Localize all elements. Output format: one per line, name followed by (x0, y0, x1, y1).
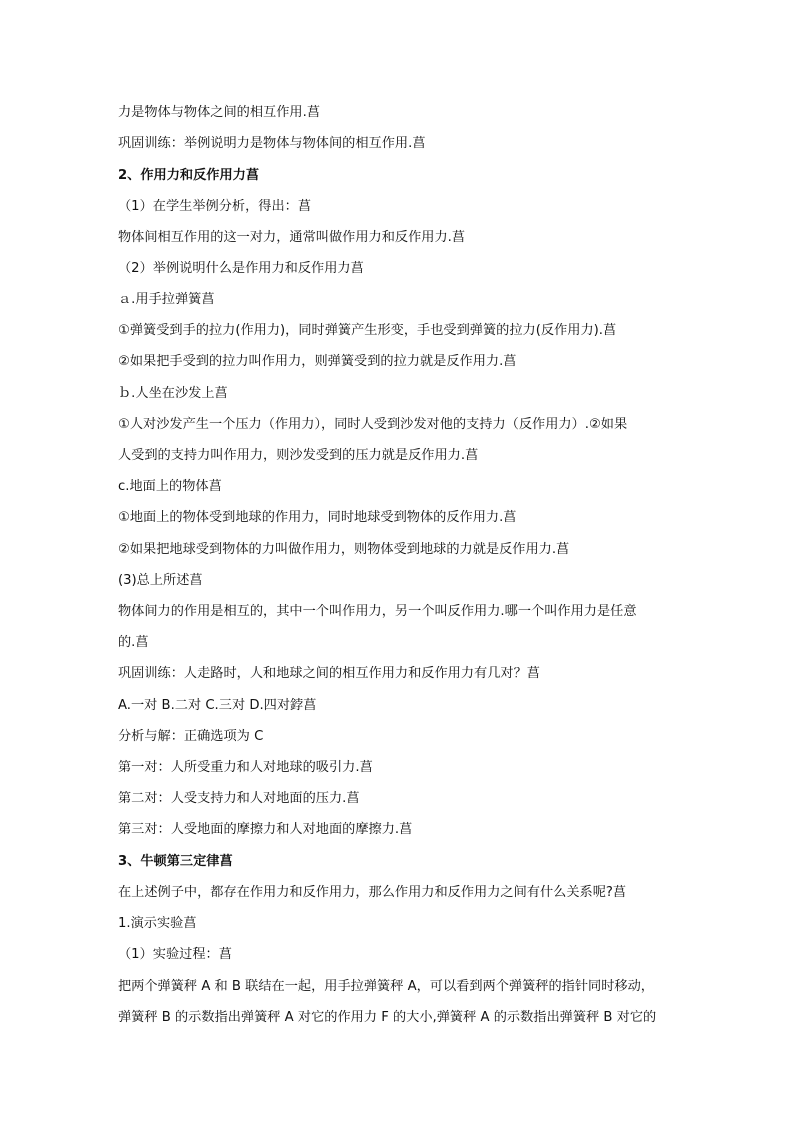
section-heading: 3、牛顿第三定律菖 (118, 854, 233, 869)
section-heading: 2、作用力和反作用力菖 (118, 168, 260, 183)
text-line: ①地面上的物体受到地球的作用力，同时地球受到物体的反作用力.菖 (118, 510, 517, 525)
text-line: (3)总上所述菖 (118, 573, 203, 588)
text-line: ②如果把地球受到物体的力叫做作用力，则物体受到地球的力就是反作用力.菖 (118, 542, 570, 557)
text-line: 人受到的支持力叫作用力，则沙发受到的压力就是反作用力.菖 (118, 448, 479, 463)
text-line: 力是物体与物体之间的相互作用.菖 (118, 105, 321, 120)
text-line: ①人对沙发产生一个压力（作用力），同时人受到沙发对他的支持力（反作用力）.②如果 (118, 417, 628, 432)
text-line: 在上述例子中，都存在作用力和反作用力，那么作用力和反作用力之间有什么关系呢?菖 (118, 885, 627, 900)
text-line: ②如果把手受到的拉力叫作用力，则弹簧受到的拉力就是反作用力.菖 (118, 354, 517, 369)
text-line: 第一对：人所受重力和人对地球的吸引力.菖 (118, 760, 373, 775)
text-line: （1）在学生举例分析，得出：菖 (118, 199, 312, 214)
text-line: ①弹簧受到手的拉力(作用力)，同时弹簧产生形变，手也受到弹簧的拉力(反作用力).菖 (118, 323, 617, 338)
text-line: 分析与解：正确选项为 C (118, 729, 264, 744)
text-line: 第三对：人受地面的摩擦力和人对地面的摩擦力.菖 (118, 822, 413, 837)
text-line: 把两个弹簧秤 A 和 B 联结在一起，用手拉弹簧秤 A，可以看到两个弹簧秤的指针同时移动， (118, 979, 654, 994)
text-line: A.一对 B.二对 C.三对 D.四对鋍菖 (118, 698, 317, 713)
text-line: 巩固训练：举例说明力是物体与物体间的相互作用.菖 (118, 136, 426, 151)
text-line: ａ.用手拉弹簧菖 (118, 292, 215, 307)
text-line: 物体间相互作用的这一对力，通常叫做作用力和反作用力.菖 (118, 230, 466, 245)
text-line: 弹簧秤 B 的示数指出弹簧秤 A 对它的作用力 F 的大小,弹簧秤 A 的示数指出弹簧秤 B 对它的 (118, 1010, 657, 1025)
text-line: c.地面上的物体菖 (118, 479, 222, 494)
text-line: 第二对：人受支持力和人对地面的压力.菖 (118, 791, 360, 806)
text-line: （1）实验过程：菖 (118, 947, 232, 962)
text-line: 物体间力的作用是相互的，其中一个叫作用力，另一个叫反作用力.哪一个叫作用力是任意 (118, 604, 637, 619)
text-line: 的.菖 (118, 635, 149, 650)
text-line: 1.演示实验菖 (118, 916, 197, 931)
text-line: ｂ.人坐在沙发上菖 (118, 386, 228, 401)
text-line: （2）举例说明什么是作用力和反作用力菖 (118, 261, 364, 276)
text-line: 巩固训练：人走路时，人和地球之间的相互作用力和反作用力有几对？菖 (118, 666, 540, 681)
